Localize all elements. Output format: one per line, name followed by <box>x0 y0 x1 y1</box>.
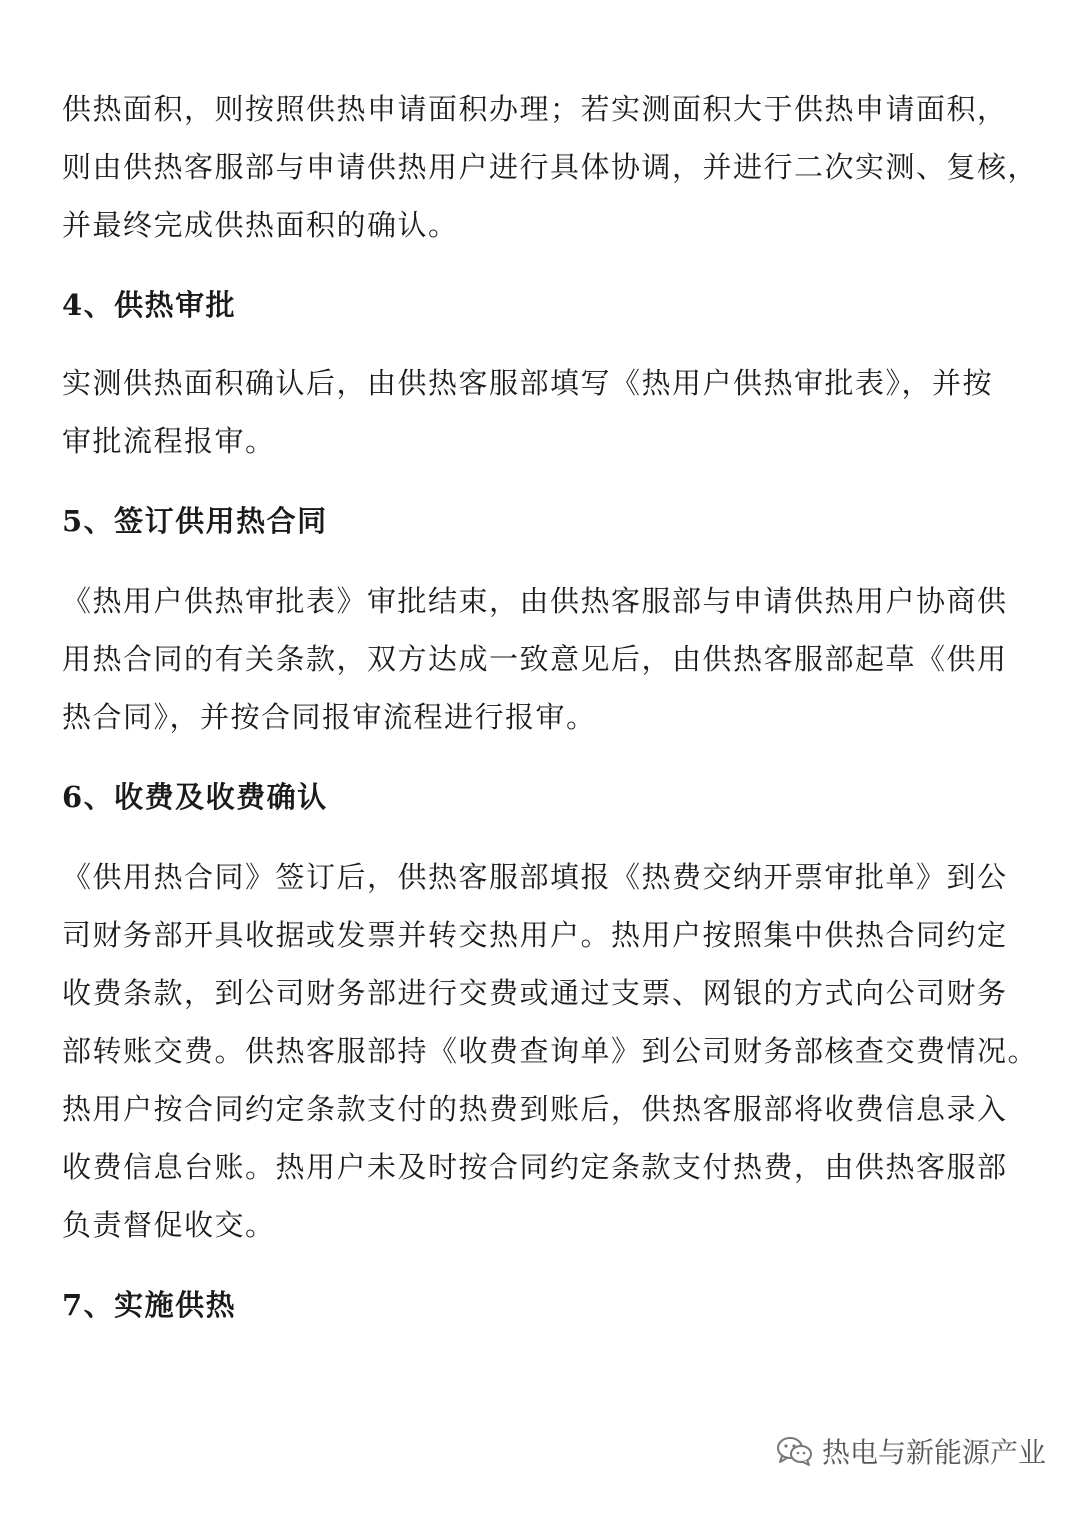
text-line: 热用户按合同约定条款支付的热费到账后，供热客服部将收费信息录入 <box>62 1092 1008 1126</box>
paragraph-area-confirmation <box>62 80 1039 254</box>
heading-implement-heating: 7、实施供热 <box>62 1288 237 1322</box>
text-line: 司财务部开具收据或发票并转交热用户。热用户按照集中供热合同约定 <box>62 918 1008 952</box>
heading-sign-contract: 5、签订供用热合同 <box>62 504 328 538</box>
text-line: 收费信息台账。热用户未及时按合同约定条款支付热费，由供热客服部 <box>62 1150 1008 1184</box>
text-line: 实测供热面积确认后，由供热客服部填写《热用户供热审批表》，并按 <box>62 366 994 400</box>
text-line: 《供用热合同》签订后，供热客服部填报《热费交纳开票审批单》到公 <box>62 860 1008 894</box>
text-line: 供热面积，则按照供热申请面积办理；若实测面积大于供热申请面积， <box>62 92 1008 126</box>
text-line: 负责督促收交。 <box>62 1208 276 1242</box>
watermark <box>776 1431 1046 1471</box>
text-line: 审批流程报审。 <box>62 424 276 458</box>
text-line: 用热合同的有关条款，双方达成一致意见后，由供热客服部起草《供用 <box>62 642 1008 676</box>
text-line: 热合同》，并按合同报审流程进行报审。 <box>62 700 597 734</box>
paragraph-heating-approval <box>62 354 1022 470</box>
text-line: 《热用户供热审批表》审批结束，由供热客服部与申请供热用户协商供 <box>62 584 1008 618</box>
document-page <box>62 80 1039 1334</box>
heading-fee-confirmation: 6、收费及收费确认 <box>62 780 328 814</box>
paragraph-sign-contract <box>62 572 1022 746</box>
wechat-icon <box>776 1435 814 1467</box>
heading-heating-approval: 4、供热审批 <box>62 288 237 322</box>
text-line: 部转账交费。供热客服部持《收费查询单》到公司财务部核查交费情况。 <box>62 1034 1039 1068</box>
text-line: 收费条款，到公司财务部进行交费或通过支票、网银的方式向公司财务 <box>62 976 1008 1010</box>
paragraph-fee-confirmation <box>62 848 1039 1254</box>
watermark-text: 热电与新能源产业 <box>821 1436 1046 1469</box>
text-line: 则由供热客服部与申请供热用户进行具体协调，并进行二次实测、复核， <box>62 150 1039 184</box>
text-line: 并最终完成供热面积的确认。 <box>62 208 459 242</box>
